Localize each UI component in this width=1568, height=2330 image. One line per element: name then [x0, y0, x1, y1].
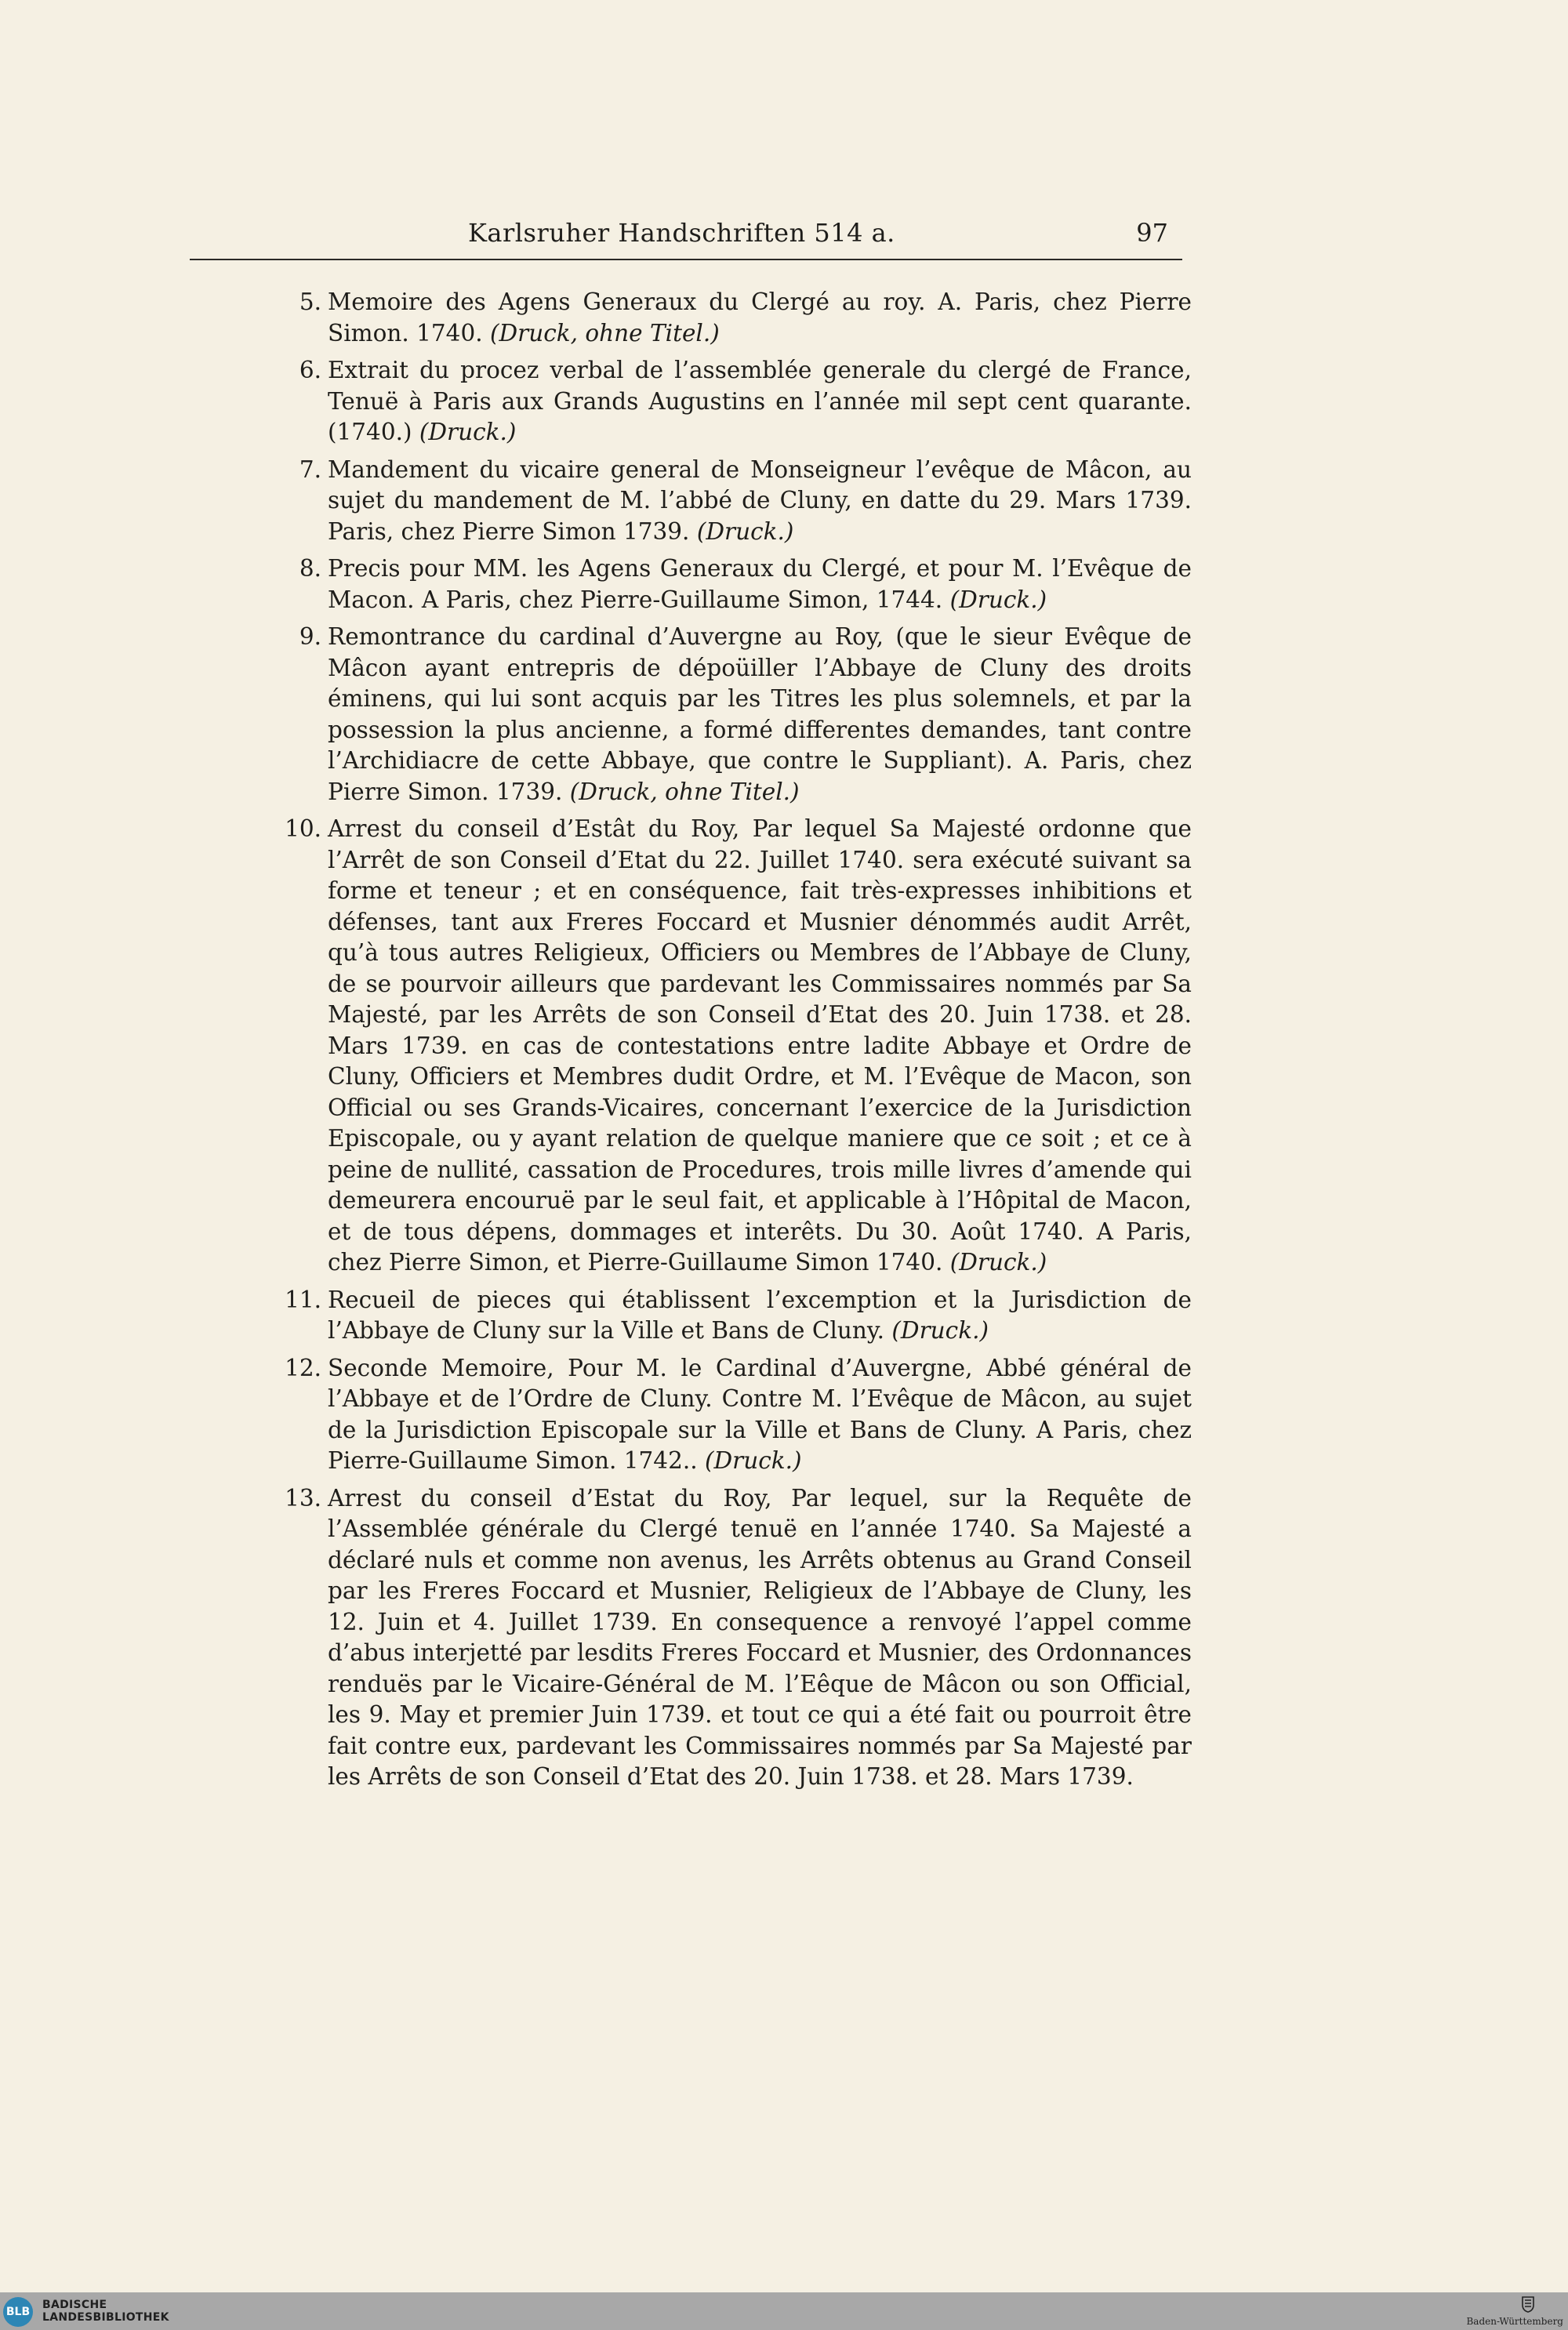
list-item [282, 553, 1192, 615]
header-title: Karlsruher Handschriften 514 a. [468, 218, 895, 248]
entry-text: Precis pour MM. les Agens Generaux du Clergé, et pour M. l’Evêque de Macon. A Paris, chez Pierre-Guillaume Simon, 1744. [328, 555, 1192, 613]
partner-label: Baden-Württemberg [1466, 2316, 1563, 2327]
header-rule [190, 259, 1182, 260]
library-name [42, 2299, 169, 2324]
list-item [282, 287, 1192, 349]
entry-text: Memoire des Agens Generaux du Clergé au roy. A. Paris, chez Pierre Simon. 1740. [328, 289, 1192, 347]
entry-note: (Druck.) [949, 1249, 1047, 1276]
list-item [282, 1285, 1192, 1347]
entry-text: Extrait du procez verbal de l’assemblée generale du clergé de France, Tenuë à Paris aux Grands Augustins en l’année mil sept cent quarante. (1740.) [328, 357, 1192, 445]
entry-note: (Druck.) [705, 1447, 802, 1474]
entry-text: Arrest du conseil d’Estât du Roy, Par lequel Sa Majesté ordonne que l’Arrêt de son Conseil d’Etat du 22. Juillet 1740. sera exécuté suivant sa forme et teneur ; et en conséquence, fait très-expresses inhibitions et défenses, tant aux Freres Foccard et Musnier dénommés audit Arrêt, qu’à tous autres Religieux, Officiers ou Membres de l’Abbaye de Cluny, de se pourvoir ailleurs que pardevant les Commissaires nommés par Sa Majesté, par les Arrêts de son Conseil d’Etat des 20. Juin 1738. et 28. Mars 1739. en cas de contestations entre ladite Abbaye et Ordre de Cluny, Officiers et Membres dudit Ordre, et M. l’Evêque de Macon, son Official ou ses Grands-Vicaires, concernant l’exercice de la Jurisdiction Episcopale, ou y ayant relation de quelque maniere que ce soit ; et ce à peine de nullité, cassation de Procedures, trois mille livres d’amende qui demeurera encouruë par le seul fait, et applicable à l’Hôpital de Macon, et de tous dépens, dommages et interêts. Du 30. Août 1740. A Paris, chez Pierre Simon, et Pierre-Guillaume Simon 1740. [328, 815, 1192, 1276]
blb-logo-icon[interactable]: BLB [3, 2297, 33, 2327]
entry-text: Recueil de pieces qui établissent l’excemption et la Jurisdiction de l’Abbaye de Cluny sur la Ville et Bans de Cluny. [328, 1286, 1192, 1344]
entry-number: 12. [285, 1354, 321, 1381]
entry-number: 10. [285, 815, 321, 842]
running-header [190, 218, 1182, 259]
entry-note: (Druck.) [949, 586, 1047, 613]
entry-number: 11. [285, 1286, 321, 1313]
entry-note: (Druck.) [696, 517, 794, 545]
list-item [282, 1353, 1192, 1477]
entry-number: 5. [299, 289, 321, 315]
library-footer-bar [0, 2292, 1568, 2330]
entry-number: 7. [299, 455, 321, 483]
entry-text: Arrest du conseil d’Estat du Roy, Par lequel, sur la Requête de l’Assemblée générale du Clergé tenuë en l’année 1740. Sa Majesté a déclaré nuls et comme non avenus, les Arrêts obtenus au Grand Conseil par les Freres Foccard et Musnier, Religieux de l’Abbaye de Cluny, les 12. Juin et 4. Juillet 1739. En consequence a renvoyé l’appel comme d’abus interjetté par lesdits Freres Foccard et Musnier, des Ordonnances renduës par le Vicaire-Général de M. l’Eêque de Mâcon ou son Official, les 9. May et premier Juin 1739. et tout ce qui a été fait ou pourroit être fait contre eux, pardevant les Commissaires nommés par Sa Majesté par les Arrêts de son Conseil d’Etat des 20. Juin 1738. et 28. Mars 1739. [328, 1484, 1192, 1790]
entry-note: (Druck, ohne Titel.) [489, 319, 720, 347]
list-item [282, 814, 1192, 1279]
entry-note: (Druck.) [419, 419, 517, 445]
entry-number: 13. [285, 1484, 321, 1512]
entry-text: Mandement du vicaire general de Monseigneur l’evêque de Mâcon, au sujet du mandement de M. l’abbé de Cluny, en datte du 29. Mars 1739. Paris, chez Pierre Simon 1739. [328, 455, 1192, 545]
entry-text: Seconde Memoire, Pour M. le Cardinal d’Auvergne, Abbé général de l’Abbaye et de l’Ordre de Cluny. Contre M. l’Evêque de Mâcon, au sujet de la Jurisdiction Episcopale sur la Ville et Bans de Cluny. A Paris, chez Pierre-Guillaume Simon. 1742.. [328, 1354, 1192, 1474]
list-item [282, 622, 1192, 808]
entry-number: 6. [299, 357, 321, 383]
entry-list [282, 287, 1192, 1799]
entry-text: Remontrance du cardinal d’Auvergne au Roy, (que le sieur Evêque de Mâcon ayant entrepris de dépoüiller l’Abbaye de Cluny des droits éminens, qui lui sont acquis par les Titres les plus solemnels, et par la possession la plus ancienne, a formé differentes demandes, tant contre l’Archidiacre de cette Abbaye, que contre le Suppliant). A. Paris, chez Pierre Simon. 1739. [328, 623, 1192, 805]
partner-logo[interactable] [1466, 2296, 1563, 2327]
entry-note: (Druck.) [891, 1317, 989, 1344]
crest-icon [1521, 2296, 1535, 2313]
list-item [282, 355, 1192, 448]
list-item [282, 1483, 1192, 1793]
page-number: 97 [1136, 218, 1168, 248]
list-item [282, 455, 1192, 548]
library-name-line2: LANDESBIBLIOTHEK [42, 2311, 169, 2324]
entry-number: 8. [299, 555, 321, 582]
entry-number: 9. [299, 623, 321, 650]
library-name-line1: BADISCHE [42, 2299, 107, 2311]
entry-note: (Druck, ohne Titel.) [569, 778, 800, 805]
